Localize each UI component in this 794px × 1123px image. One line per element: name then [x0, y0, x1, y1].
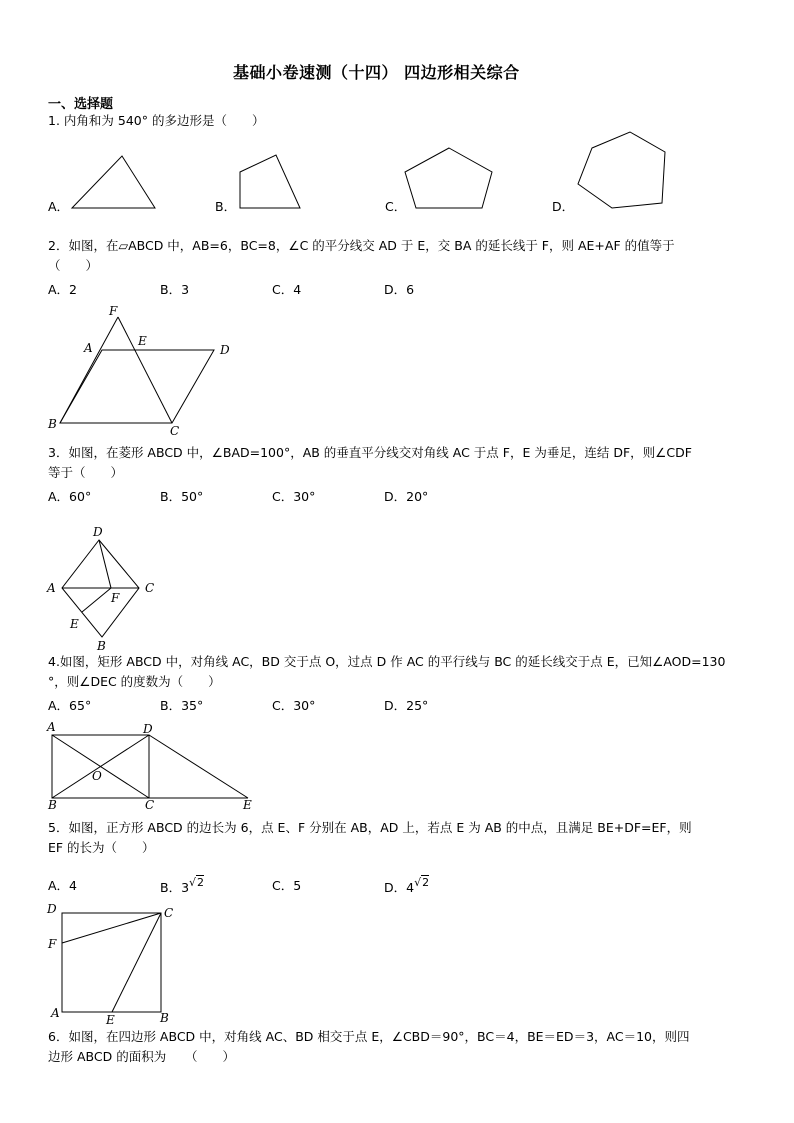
q4-option-d[interactable]: D．25° — [384, 698, 429, 713]
label-E: E — [106, 1013, 115, 1027]
section-heading: 一、选择题 — [48, 97, 114, 112]
q2-option-c[interactable]: C．4 — [272, 282, 302, 297]
label-E: E — [138, 334, 147, 348]
q1-option-a[interactable]: A． — [48, 199, 70, 214]
question-4-line1: 4.如图，矩形 ABCD 中，对角线 AC，BD 交于点 O，过点 D 作 AC 的平行线与 BC 的延长线交于点 E，已知∠AOD=130 — [48, 654, 726, 669]
q2-option-b[interactable]: B．3 — [160, 282, 190, 297]
question-6-line2: 边形 ABCD 的面积为 （ ） — [48, 1049, 235, 1064]
label-C: C — [170, 424, 180, 438]
label-B: B — [48, 417, 57, 431]
question-3-line1: 3．如图，在菱形 ABCD 中，∠BAD=100°，AB 的垂直平分线交对角线 AC 于点 F，E 为垂足，连结 DF，则∠CDF — [48, 445, 692, 460]
q1-option-d[interactable]: D． — [552, 199, 575, 214]
question-3-line2: 等于（ ） — [48, 465, 124, 480]
q4-option-b[interactable]: B．35° — [160, 698, 204, 713]
question-1-stem: 1. 内角和为 540° 的多边形是（ ） — [48, 113, 265, 128]
page-title: 基础小卷速测（十四） 四边形相关综合 — [233, 63, 520, 82]
q2-option-a[interactable]: A．2 — [48, 282, 78, 297]
label-C: C — [145, 798, 155, 812]
q3-option-a[interactable]: A．60° — [48, 489, 92, 504]
q5-option-a[interactable]: A．4 — [48, 878, 78, 893]
radical-sign: √ — [189, 876, 197, 889]
q5-option-c[interactable]: C．5 — [272, 878, 302, 893]
question-5-line2: EF 的长为（ ） — [48, 840, 155, 855]
label-B: B — [160, 1011, 169, 1025]
q3-option-b[interactable]: B．50° — [160, 489, 204, 504]
label-B: B — [97, 639, 106, 653]
label-D: D — [93, 525, 103, 539]
label-E: E — [243, 798, 252, 812]
label-A: A — [51, 1006, 60, 1020]
radicand: 2 — [422, 876, 430, 889]
label-A: A — [84, 341, 93, 355]
label-F: F — [109, 304, 118, 318]
question-2-line2: （ ） — [48, 258, 99, 273]
label-D: D — [220, 343, 230, 357]
q3-option-c[interactable]: C．30° — [272, 489, 316, 504]
q5-option-b-text: B．3 — [160, 880, 190, 895]
label-B: B — [48, 798, 57, 812]
label-D: D — [143, 722, 153, 736]
question-4-line2: °，则∠DEC 的度数为（ ） — [48, 674, 221, 689]
label-A: A — [47, 720, 56, 734]
label-C: C — [164, 906, 174, 920]
question-5-line1: 5．如图，正方形 ABCD 的边长为 6，点 E、F 分别在 AB，AD 上，若点 E 为 AB 的中点，且满足 BE+DF=EF，则 — [48, 820, 692, 835]
q1-option-b[interactable]: B． — [215, 199, 237, 214]
q4-option-c[interactable]: C．30° — [272, 698, 316, 713]
label-A: A — [47, 581, 56, 595]
q5-option-d-text: D．4 — [384, 880, 415, 895]
radical-sign: √ — [414, 876, 422, 889]
label-E: E — [70, 617, 79, 631]
label-C: C — [145, 581, 155, 595]
question-2-line1: 2．如图，在▱ABCD 中，AB=6，BC=8，∠C 的平分线交 AD 于 E，交 BA 的延长线于 F，则 AE+AF 的值等于 — [48, 238, 675, 253]
radicand: 2 — [197, 876, 205, 889]
label-D: D — [47, 902, 57, 916]
q2-option-d[interactable]: D．6 — [384, 282, 415, 297]
question-6-line1: 6．如图，在四边形 ABCD 中，对角线 AC、BD 相交于点 E，∠CBD＝90°，BC＝4，BE＝ED＝3，AC＝10，则四 — [48, 1029, 690, 1044]
q1-option-c[interactable]: C． — [385, 199, 407, 214]
q4-option-a[interactable]: A．65° — [48, 698, 92, 713]
label-O: O — [92, 769, 102, 783]
label-F: F — [48, 937, 57, 951]
label-F: F — [111, 591, 120, 605]
q3-option-d[interactable]: D．20° — [384, 489, 429, 504]
